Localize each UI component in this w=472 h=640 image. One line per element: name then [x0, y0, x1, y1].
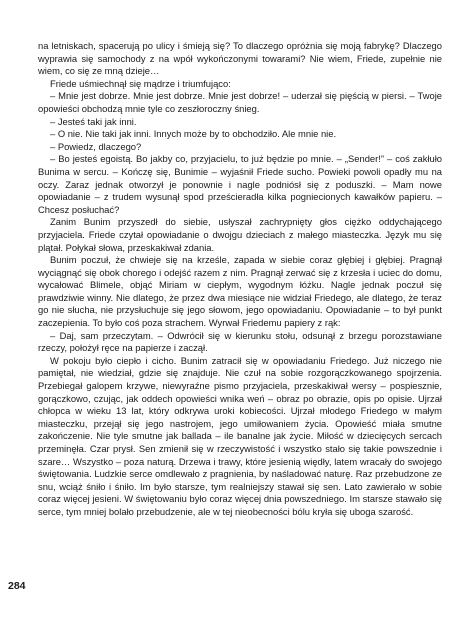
paragraph: Zanim Bunim przyszedł do siebie, usłyszał zachrypnięty głos ciężko oddychającego przyjaciela. Friede czytał opowiadanie o dwojgu dzieciach z małego miasteczka. Język mu się plątał. Połykał słowa, przeskakiwał zdania.: [38, 216, 442, 253]
paragraph: – Bo jesteś egoistą. Bo jakby co, przyjacielu, to już będzie po mnie. – „Sender!” – coś zakłuło Bunima w sercu. – Kończę się, Bunimie – wyjaśnił Friede sucho. Powieki powoli opadły mu na oczy. Zaraz jednak otworzył je ponownie i nagle podniósł się z poduszki. – Mam nowe opowiadanie – z trudem wysunął spod prześcieradła kilka pogniecionych kawałków papieru. – Chcesz posłuchać?: [38, 153, 442, 215]
paragraph: na letniskach, spacerują po ulicy i śmieją się? To dlaczego opróżnia się moją fabrykę? Dlaczego wyprawia się samochody z na wpół wykończonymi towarami? Nie wiem, Friede, zupełnie nie wiem, co się ze mną dzieje…: [38, 40, 442, 77]
paragraph: W pokoju było ciepło i cicho. Bunim zatracił się w opowiadaniu Friedego. Już niczego nie pamiętał, nie wiedział, gdzie się znajduje. Nie czuł na sobie rozgorączkowanego spojrzenia. Przebiegał galopem krzywe, niewyraźne pismo przyjaciela, przeskakiwał wersy – pospiesznie, gorączkowo, czując, jak oddech opowieści wnika weń – obraz po obrazie, opis po opisie. Ujrzał chłopca w wieku 13 lat, który odkrywa uroki kobiecości. Ujrzał młodego Friedego w małym miasteczku, przejął się jego nastrojem, jego umiłowaniem życia. Opowieść miała smutne zakończenie. Nie tyle smutne jak ballada – ile banalne jak życie. Miłość w dziecięcych sercach przeminęła. Czar prysł. Sen zmienił się w rzeczywistość i wszystko stało się takie powszednie i szare… Wszystko – poza naturą. Drzewa i trawy, które jesienią więdły, latem wracały do swojego świętowania. Ludzkie serce omdlewało z pragnienia, by naśladować naturę. Raz przebudzone ze snu, wciąż śniło i śniło. Im było starsze, tym realniejszy stawał się sen. Lato zawierało w sobie coraz więcej jesieni. W świętowaniu było coraz więcej dnia powszedniego. Im starsze stawało się serce, tym mniej bolało przebudzenie, ale w tej nieobecności bólu kryła się uboga szarość.: [38, 354, 442, 517]
paragraph: – Jesteś taki jak inni.: [50, 115, 137, 127]
paragraph: – Powiedz, dlaczego?: [50, 140, 142, 152]
paragraph: Friede uśmiechnął się mądrze i triumfująco:: [50, 77, 231, 89]
paragraph: – O nie. Nie taki jak inni. Innych może by to obchodziło. Ale mnie nie.: [50, 128, 337, 140]
page-number: 284: [8, 580, 26, 592]
paragraph: Bunim poczuł, że chwieje się na krześle, zapada w siebie coraz głębiej i głębiej. Pragnął wyciągnąć się obok chorego i odejść razem z nim. Pragnął zerwać się z krzesła i uciec do domu, wycałować Blimele, objąć Miriam w ciepłym, wygodnym łóżku. Nagle jednak poczuł się prawdziwie winny. Nie dlatego, że przez dwa miesiące nie widział Friedego, ale dlatego, że teraz go nie słucha, nie przysłuchuje się jego słowom, jego opowiadaniu. Opowiadanie – to był punkt zaczepienia. To było coś poza strachem. Wyrwał Friedemu papiery z rąk:: [38, 254, 442, 329]
paragraph: – Mnie jest dobrze. Mnie jest dobrze. Mnie jest dobrze! – uderzał się pięścią w piersi. – Twoje opowieści obchodzą mnie tyle co zeszłoroczny śnieg.: [38, 90, 442, 114]
paragraph: – Daj, sam przeczytam. – Odwrócił się w kierunku stołu, odsunął z brzegu porozstawiane rzeczy, położył ręce na papierze i zaczął.: [38, 329, 442, 354]
page-body-text: [38, 40, 442, 519]
